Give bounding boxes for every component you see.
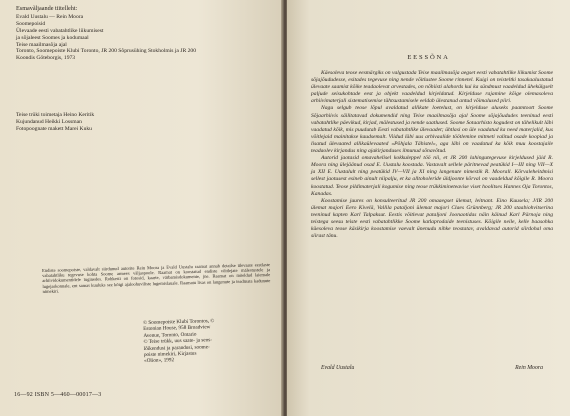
credits-line: Koondis Göteborgis, 1973 xyxy=(16,55,76,62)
staff-line: Fotopoognate makett Marei Kuku xyxy=(16,125,92,132)
copyright-line: «Olion», 1992 xyxy=(144,357,175,365)
foreword-paragraph: Koostamise juures on konsulteeritud JR 200 omaaegset ülemat, leitnant. Eino Kuusela; J/IR 200 ülemat majori Eero Kivelä, Vallila pataljoni ülemat majori Claes Grünnberg; JR 200 staabiohvitserina teeninud kapten Karl Talpaksut. Eestis võitlevat pataljoni Joonaotidas näin käinud Karl Pärnoja ning teistega seesu teiste eesti vabatahtlikke Soome katlaprodaide teenistuses. Kõigile neile, kelle baasohka käesoleva teose käsikirja koostamise vaevalt ünenudu nihke teostatav, avaldavad autorid siirdohal oma siirast tänu. xyxy=(311,197,553,240)
copyright-line: poiste nimekiri, Kirjastus xyxy=(143,350,197,359)
copyright-line: lõikendusi ja parandusi, soome- xyxy=(143,343,210,352)
isbn-line: 16—92 ISBN 5—460—00017—3 xyxy=(14,392,102,398)
credits-line: Soomepoisid xyxy=(16,20,46,27)
signature-moora: Rein Moora xyxy=(515,365,543,371)
copyright-line: © Teise trükk, uus saate- ja seos- xyxy=(143,337,213,346)
foreword-paragraph: Autorid jaotasid omavahelisel kokkuleppel töö nii, et JR 200 lahingutegevuse kirjeldused jäid R. Moora ning ülejäänud osad E. Uustalu koostada. Vastavalt sellele päritnevad peatükid I—III ning VII—X ja XII E. Uustalult ning peatükid IV—VII ja XI ning langenute nimestik R. Moorall. Kõrvaleheitdmisi sellest jaotusest esineb ainult niipalju, et ka alltoholeride üldjoonte kõrval on vaadeldud kõigile R. Moora koostatud. Teose pildimaterjali kogumise ning teose trükkimineteavise viset hoolitses Hannes Oja Torontos, Kanadas. xyxy=(311,155,553,197)
credits-heading: Esmavãljaande tiitelleht: xyxy=(16,5,78,12)
copyright-line: Avenue, Toronto, Ontario xyxy=(143,331,197,339)
copyright-block xyxy=(143,317,276,365)
staff-credits xyxy=(16,112,94,133)
credits-line: Evald Uustalu — Rein Moora xyxy=(16,13,84,20)
credits-line: Toronto, Soomepoiste Klubi Toronto, JR 200 Sõprusühing Stokholmis ja JR 200 xyxy=(16,48,196,55)
staff-line: Kujundanud Heikki Lossman xyxy=(16,118,82,125)
book-annotation: Endiste soomepoiste, valdavalt siirdunud autorite Rein Moora ja Evald Uustalu raamat annab detailse ülevaate eestlaste vabatahtliku tegevuse kohta Soome armees väljaspoole. Raamat on koostatud endiste võitlejate mälestustele ja arhiividokumentidele tuginedes. Rohkesti on fotosid, kaarte, värbamisdokumente, jne. Raamat on mõeldud laiemale lugejaskonnale, ent samas kuuluks see kõigi ajaloohuviliste lugemislauale. Raamatu lisas on langenute ja teadmata kadunute nimekiri. xyxy=(42,262,271,294)
foreword-body xyxy=(311,70,553,240)
staff-line: Teise trüki toimetaja Heino Keritik xyxy=(16,112,95,118)
credits-line: Ülevaade eesti vabatahtlike liikumisest xyxy=(16,27,104,34)
credits-line: ja sõjaleest Soomes ja kodumaal xyxy=(16,34,89,41)
right-page xyxy=(287,0,570,416)
signature-uustalu: Evald Uustalu xyxy=(321,365,355,371)
left-page xyxy=(0,0,283,416)
credits-line: Teise maailmasõja ajal xyxy=(16,41,67,48)
first-edition-credits xyxy=(16,6,196,62)
foreword-title: EESSÕNA xyxy=(407,54,450,61)
copyright-line: Estonian House, 958 Broadview xyxy=(143,324,211,333)
copyright-line: © Soomepoiste Klubi Torontos, © xyxy=(143,318,215,326)
foreword-paragraph: Käesoleva teose eesmärgiks on valgustada Teise maailmasõja aegset eesti vabatahtlike liikumist Soome sõjajõududesse, esitades tegevuse ning nende võitlustee Soome rinnetel. Kuigi on teisteltki tasakaalustatud ülevaate saamist kõike teadaolevat arvestades, on nõhiisti alahords kui ka sündmust vaadeldud ühekülgselt paljude seisukohtade eest ja objekt vaadeldud kirjeldatud. Kirjelduse rajamine kõige olemasoleva arhiivimaterjali sistematisemise tähtsustamisele eeldab ülestanud antud võimalused piiri. xyxy=(311,70,553,105)
author-signatures xyxy=(321,365,543,371)
foreword-paragraph: Nagu selgub teose lõpul avaldatud allikate loetelust, on kirjelduse aluseks paamtoott Soome Sõjaarhiivis säilitatavad dokumendid ning Teise maailmasõja ajal Soome sõjajõududes teeninud eesti vabatahtlike päevikud, kirjad, mälestused ja nende saatlused. Soome Sotaarhisto kogudest on tähelikult läbi vaadatud kõik, mis puudutab Eesti vabatahtlike ülevaadet; ühtlasi on üle vaadatud ka need materjalid, kus võitlejaid mainitakse kaudsemalt. Viidud läbi uus arhivaalide töötlemine mitmeti valitud osade koopiad ja lisatud ülevaated allikaülevaated «Põhjala Tähistel», aga lähi on vaadatud ka kõik muu koostajaile teadaolev kirjandus ning ajakirjanduses ilmunud sõnavõtud. xyxy=(311,105,553,155)
